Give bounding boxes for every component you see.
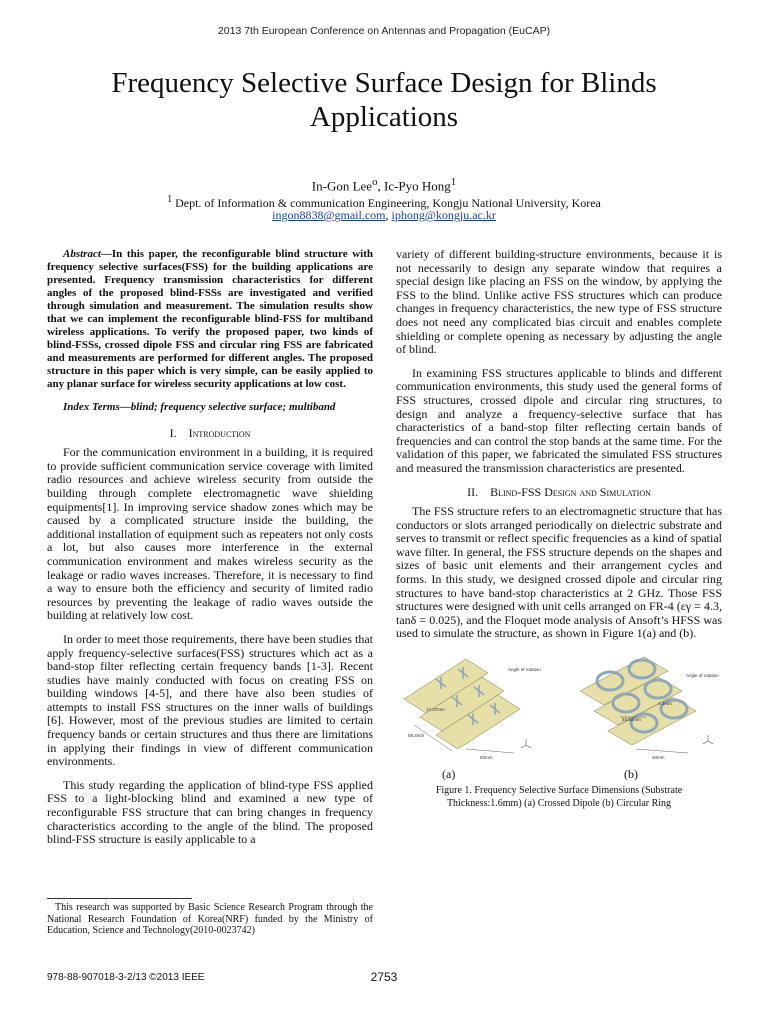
intro-paragraph-5: In examining FSS structures applicable to blinds and different communication environments, this study used the general forms of FSS structures, crossed dipole and circular ring structures, to design and analyze a frequency-selective surface that has characteristics of a band-stop filter reflecting certain bands of frequencies and can control the stop bands at the same time. For the validation of this paper, we fabricated the simulated FSS structures and measured the transmission characteristics are presented. <box>396 365 722 475</box>
section-1-title: Introduction <box>188 425 251 440</box>
page-number: 2753 <box>370 970 398 984</box>
design-paragraph-1: The FSS structure refers to an electromagnetic structure that has conductors or slots arranged periodically on dielectric substrate and serves to transmit or reflect specific frequencies as a kind of spatial wave filter. In general, the FSS structure depends on the shapes and sizes of basic unit elements and their arrangement cycles and forms. In this study, we designed crossed dipole and circular ring structures to have band-stop characteristics at 2 GHz. Those FSS structures were designed with unit cells arranged on FR-4 (εγ = 4.3, tanδ = 0.025), and the Floquet mode analysis of Ansoft’s HFSS was used to simulate the structure, as shown in Figure 1(a) and (b). <box>396 504 722 641</box>
footnote-divider <box>47 898 192 899</box>
figure-caption: Figure 1. Frequency Selective Surface Dimensions (Substrate Thickness:1.6mm) (a) Crossed Dipole (b) Circular Ring <box>435 785 683 809</box>
author-1-sup: o <box>372 176 378 188</box>
dim-a-2: 17.37mm <box>426 707 445 713</box>
author-2: , Ic-Pyo Hong <box>377 178 451 194</box>
figure-label-b: (b) <box>624 767 638 782</box>
intro-paragraph-2: In order to meet those requirements, there have been studies that apply frequency-selective surfaces(FSS) structures which act as a band-stop filter reflecting certain frequency bands [1-3]. Recent studies have mainly conducted with focus on creating FSS on building windows [4-5], and there have also been studies of attempts to install FSS structures on the inner walls of buildings [6]. However, most of the previous studies are limited to certain frequency bands or certain structures and thus there are limitations in applying their findings in view of different communication environments. <box>47 631 373 769</box>
crossed-dipole-figure <box>404 659 541 760</box>
dim-b-2: 4.2mm <box>658 701 672 707</box>
email-link-2[interactable]: iphong@kongju.ac.kr <box>391 208 496 222</box>
dim-a-1: 59.4mm <box>408 733 425 739</box>
left-column <box>47 248 373 847</box>
paper-title: Frequency Selective Surface Design for Blinds Applications <box>111 67 657 133</box>
right-column <box>396 248 722 820</box>
dim-b-1: 45.52mm <box>622 717 641 723</box>
affiliation-text: Dept. of Information & communication Engineering, Kongju National University, Korea <box>172 196 601 210</box>
conference-header: 2013 7th European Conference on Antennas and Propagation (EuCAP) <box>217 25 551 37</box>
figure-label-a: (a) <box>442 767 456 782</box>
abstract <box>47 248 373 391</box>
angle-a: Angle of rotation <box>508 667 541 673</box>
section-2-number: II. <box>467 484 479 499</box>
affiliation-sup: 1 <box>167 194 173 205</box>
axis-icon-b <box>703 735 713 744</box>
author-1: In-Gon Lee <box>311 178 373 194</box>
isbn-footer: 978-88-907018-3-2/13 ©2013 IEEE <box>47 972 205 983</box>
figure-1-illustration <box>396 651 722 763</box>
intro-paragraph-4: variety of different building-structure environments, because it is not necessarily to design any separate window that requires a special design like placing an FSS on the window, by applying the FSS to the blind. Unlike active FSS structures which can produce changes in frequency characteristics, the new type of FSS structure does not need any complicated bias circuit and enables complete shielding or complete opening as necessary by adjusting the angle of blind. <box>396 247 722 357</box>
author-line <box>0 176 768 194</box>
section-heading-2 <box>396 486 722 500</box>
section-2-title: Blind-FSS Design and Simulation <box>490 484 651 499</box>
abstract-text: —In this paper, the reconfigurable blind structure with frequency selective surfaces(FSS) for the building applications are presented. Frequency transmission characteristics for different angles of the proposed blind-FSSs are investigated and verified through simulation and measurement. The simulation results show that we can implement the reconfigurable blind-FSS for multiband wireless applications. To verify the proposed paper, two kinds of blind-FSSs, crossed dipole FSS and circular ring FSS are fabricated and measurements are performed for different angles. The proposed structure in this paper which is very simple, can be easily applied to any planar surface for wireless security applications at low cost. <box>47 248 373 390</box>
intro-paragraph-3: This study regarding the application of blind-type FSS applied FSS to a light-blocking blind and examined a new type of reconfigurable FSS structure that can bring changes in frequency characteristics according to the angle of the blind. The proposed blind-FSS structure is easily applicable to a <box>47 777 373 847</box>
figure-1 <box>396 651 722 782</box>
axis-icon-a <box>521 739 531 748</box>
section-heading-1 <box>47 427 373 441</box>
author-2-sup: 1 <box>450 176 457 188</box>
circular-ring-figure <box>580 657 719 760</box>
email-separator: , <box>385 208 392 222</box>
intro-paragraph-1: For the communication environment in a building, it is required to provide sufficient communication service coverage with limited radio resources and achieve wireless security from outside the building through complete electromagnetic wave shielding equipments[1]. In improving service shadow zones which may be caused by a complicated structure inside the building, the additional installation of equipment such as repeaters not only costs a lot, but also causes more interference in the external communication environment and makes wireless security as the leakage or radio waves increases. Therefore, it is necessary to find a way to ensure both the efficiency and security of limited radio resources by preventing the leakage of radio waves outside the building at relatively low cost. <box>47 445 373 623</box>
dim-b-3: 50mm <box>652 755 665 761</box>
index-terms: Index Terms—blind; frequency selective surface; multiband <box>63 401 336 413</box>
section-1-number: I. <box>169 425 177 440</box>
abstract-label: Abstract <box>63 248 101 260</box>
email-link-1[interactable]: ingon8838@gmail.com <box>272 208 386 222</box>
author-emails <box>0 208 768 223</box>
funding-footnote: This research was supported by Basic Science Research Program through the National Research Foundation of Korea(NRF) funded by the Ministry of Education, Science and Technology(2010-0023742) <box>47 902 373 936</box>
angle-b: Angle of rotation <box>686 673 719 679</box>
dim-a-3: 50mm <box>480 755 493 761</box>
